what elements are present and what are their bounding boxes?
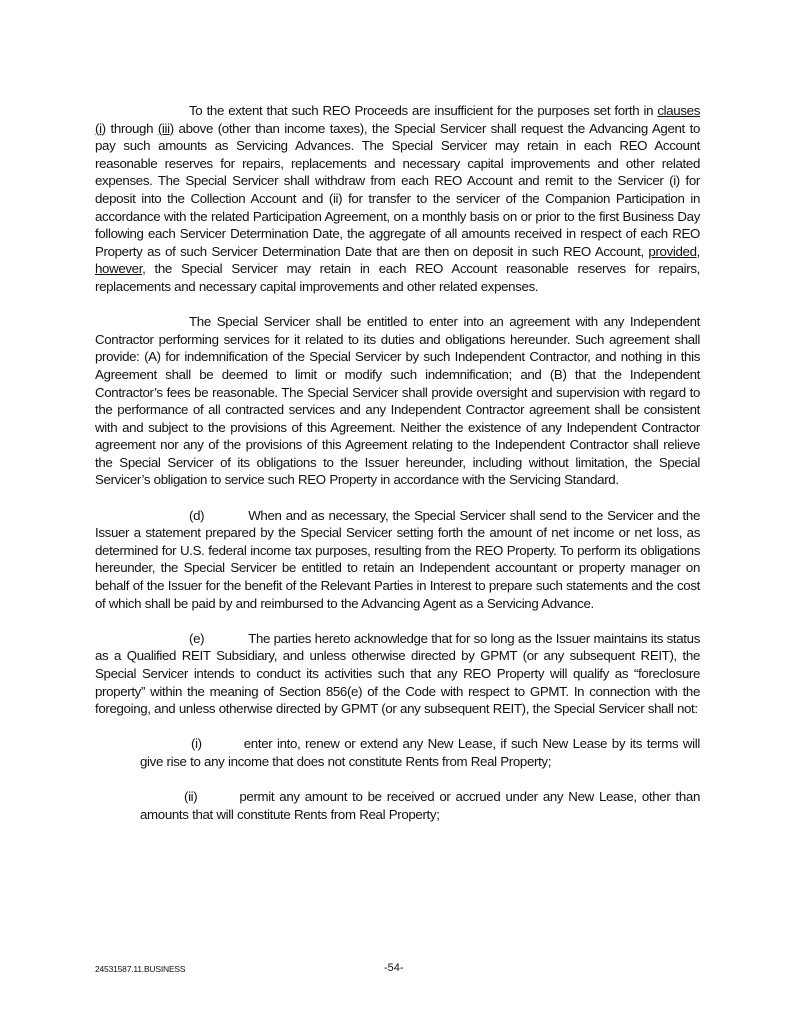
- text-run: enter into, renew or extend any New Lease, if such New Lease by its terms will give rise to any income that does not constitute Rents from Real Property;: [140, 736, 700, 769]
- text-run: , the Special Servicer may retain in each REO Account reasonable reserves for repairs, replacements and necessary capital improvements and other related expenses.: [95, 261, 700, 294]
- text-run: The Special Servicer shall be entitled to enter into an agreement with any Independent Contractor performing services for it related to its duties and obligations hereunder. Such agreement shall provide: (A) for indemnification of the Special Servicer by such Independent Contractor, and nothing in this Agreement shall be deemed to limit or modify such indemnification; and (B) that the Independent Contractor’s fees be reasonable. The Special Servicer shall provide oversight and supervision with regard to the performance of all contracted services and any Independent Contractor agreement shall be consistent with and subject to the provisions of this Agreement. Neither the existence of any Independent Contractor agreement nor any of the provisions of this Agreement relating to the Independent Contractor shall relieve the Special Servicer of its obligations to the Issuer hereunder, including without limitation, the Special Servicer’s obligation to service such REO Property in accordance with the Servicing Standard.: [95, 314, 700, 488]
- emphasis-however: however: [95, 261, 143, 277]
- item-label: (i): [191, 736, 202, 752]
- paragraph-reo-proceeds: [95, 102, 700, 296]
- footer-document-id: 24531587.11.BUSINESS: [95, 964, 186, 974]
- paragraph-independent-contractor: [95, 313, 700, 489]
- text-run: above (other than income taxes), the Special Servicer shall request the Advancing Agent to pay such amounts as Servicing Advances. The Special Servicer may retain in each REO Account reasonable reserves for repairs, replacements and necessary capital improvements and other related expenses. The Special Servicer shall withdraw from each REO Account and remit to the Servicer (i) for deposit into the Collection Account and (ii) for transfer to the servicer of the Companion Participation in accordance with the related Participation Agreement, on a monthly basis on or prior to the first Business Day following each Servicer Determination Date, the aggregate of all amounts received in respect of each REO Property as of such Servicer Determination Date that are then on deposit in such REO Account,: [95, 120, 700, 259]
- section-label: (d): [189, 507, 205, 523]
- emphasis-provided: provided: [648, 243, 697, 259]
- section-label: (e): [189, 630, 205, 646]
- list-item-ii: [95, 788, 700, 823]
- document-body: [95, 102, 700, 841]
- text-run: through: [105, 120, 158, 136]
- text-run: permit any amount to be received or accrued under any New Lease, other than amounts that will constitute Rents from Real Property;: [140, 789, 700, 822]
- clause-reference: clauses (i): [95, 103, 700, 136]
- text-run: When and as necessary, the Special Servicer shall send to the Servicer and the Issuer a statement prepared by the Special Servicer setting forth the amount of net income or net loss, as determined for U.S. federal income tax purposes, resulting from the REO Property. To perform its obligations hereunder, the Special Servicer be entitled to retain an Independent accountant or property manager on behalf of the Issuer for the benefit of the Relevant Parties in Interest to prepare such statements and the cost of which shall be paid by and reimbursed to the Advancing Agent as a Servicing Advance.: [95, 507, 700, 611]
- clause-reference: (iii): [157, 120, 174, 136]
- paragraph-e: [95, 630, 700, 718]
- footer-page-number: -54-: [384, 962, 404, 974]
- text-run: To the extent that such REO Proceeds are insufficient for the purposes set forth in: [189, 103, 658, 118]
- item-label: (ii): [184, 789, 198, 805]
- paragraph-d: [95, 507, 700, 613]
- list-item-i: [95, 735, 700, 770]
- text-run: The parties hereto acknowledge that for so long as the Issuer maintains its status as a Qualified REIT Subsidiary, and unless otherwise directed by GPMT (or any subsequent REIT), the Special Servicer intends to conduct its activities such that any REO Property will qualify as “foreclosure property” within the meaning of Section 856(e) of the Code with respect to GPMT. In connection with the foregoing, and unless otherwise directed by GPMT (or any subsequent REIT), the Special Servicer shall not:: [95, 630, 700, 717]
- text-run: ,: [696, 243, 700, 259]
